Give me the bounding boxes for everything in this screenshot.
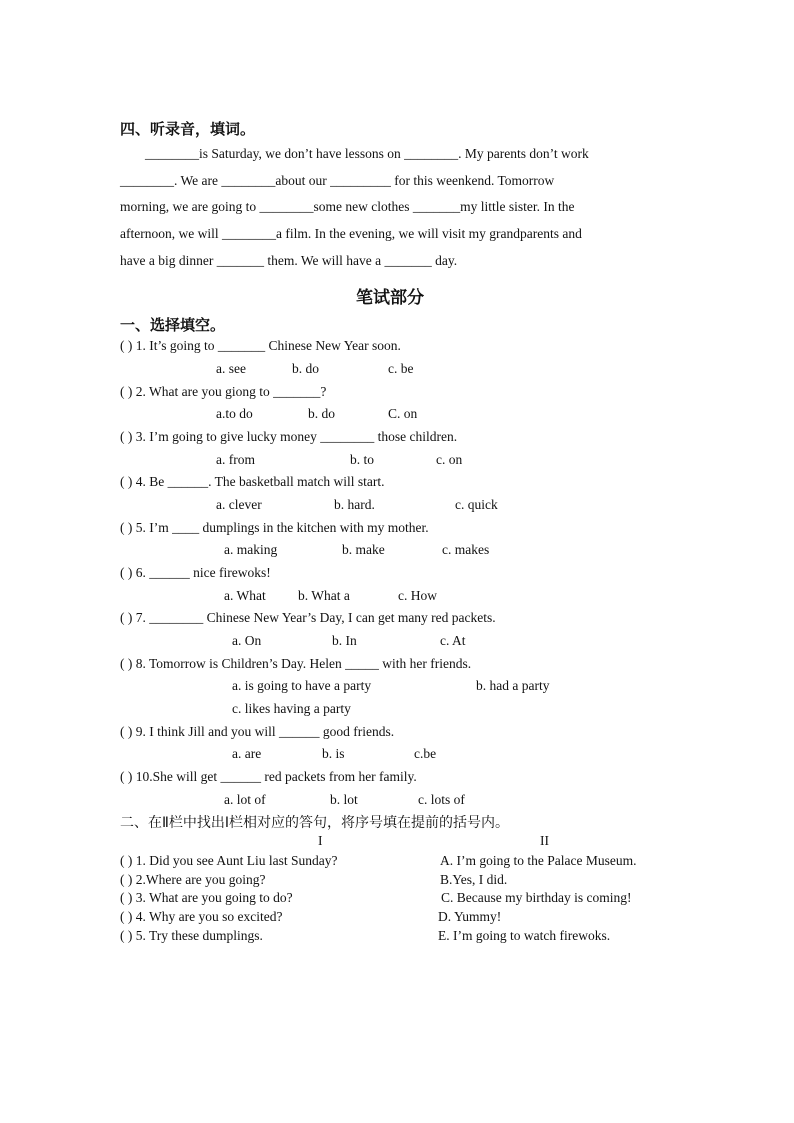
matching-question-1: ( ) 1. Did you see Aunt Liu last Sunday? — [120, 853, 338, 868]
question-5-stem: ( ) 5. I’m ____ dumplings in the kitchen with my mother. — [120, 520, 429, 535]
listening-line-5: have a big dinner _______ them. We will have a _______ day. — [120, 253, 458, 268]
matching-column-1-label: I — [318, 833, 323, 848]
written-section-title: 笔试部分 — [356, 288, 424, 308]
question-7-option-c: c. At — [440, 633, 466, 648]
matching-question-5: ( ) 5. Try these dumplings. — [120, 928, 263, 943]
question-4-stem: ( ) 4. Be ______. The basketball match will start. — [120, 474, 385, 489]
question-9-option-b: b. is — [322, 746, 345, 761]
question-9-stem: ( ) 9. I think Jill and you will ______ good friends. — [120, 724, 395, 739]
matching-question-3: ( ) 3. What are you going to do? — [120, 890, 293, 905]
question-10-option-b: b. lot — [330, 792, 358, 807]
question-8-stem: ( ) 8. Tomorrow is Children’s Day. Helen _____ with her friends. — [120, 656, 472, 671]
listening-line-3: morning, we are going to ________some new clothes _______my little sister. In the — [120, 199, 575, 214]
question-8-option-a: a. is going to have a party — [232, 678, 372, 693]
question-3-option-a: a. from — [216, 452, 255, 467]
matching-question-4: ( ) 4. Why are you so excited? — [120, 909, 283, 924]
question-2-option-c: C. on — [388, 406, 418, 421]
question-6-option-b: b. What a — [298, 588, 350, 603]
listening-heading: 四、听录音，填词。 — [120, 120, 256, 138]
question-8-option-c: c. likes having a party — [232, 701, 351, 716]
question-2-stem: ( ) 2. What are you giong to _______? — [120, 384, 327, 399]
matching-answer-d: D. Yummy! — [438, 909, 502, 924]
question-5-option-b: b. make — [342, 542, 385, 557]
question-9-option-c: c.be — [414, 746, 437, 761]
matching-question-2: ( ) 2.Where are you going? — [120, 872, 266, 887]
matching-column-2-label: II — [540, 833, 549, 848]
question-3-option-b: b. to — [350, 452, 375, 467]
question-6-option-c: c. How — [398, 588, 437, 603]
matching-answer-c: C. Because my birthday is coming! — [441, 890, 632, 905]
question-9-option-a: a. are — [232, 746, 262, 761]
question-2-option-b: b. do — [308, 406, 335, 421]
question-10-option-c: c. lots of — [418, 792, 465, 807]
question-4-option-b: b. hard. — [334, 497, 375, 512]
question-10-option-a: a. lot of — [224, 792, 266, 807]
listening-line-2: ________. We are ________about our _________ for this weenkend. Tomorrow — [120, 173, 555, 188]
question-10-stem: ( ) 10.She will get ______ red packets from her family. — [120, 769, 417, 784]
question-8-option-b: b. had a party — [476, 678, 550, 693]
matching-heading: 二、在Ⅱ栏中找出Ⅰ栏相对应的答句，将序号填在提前的括号内。 — [120, 815, 510, 831]
question-4-option-a: a. clever — [216, 497, 262, 512]
question-1-option-b: b. do — [292, 361, 319, 376]
matching-answer-b: B.Yes, I did. — [440, 872, 508, 887]
question-6-stem: ( ) 6. ______ nice firewoks! — [120, 565, 271, 580]
question-3-option-c: c. on — [436, 452, 463, 467]
question-7-option-a: a. On — [232, 633, 262, 648]
question-1-option-a: a. see — [216, 361, 246, 376]
question-5-option-c: c. makes — [442, 542, 490, 557]
listening-line-4: afternoon, we will ________a film. In the evening, we will visit my grandparents and — [120, 226, 582, 241]
question-4-option-c: c. quick — [455, 497, 498, 512]
question-5-option-a: a. making — [224, 542, 278, 557]
choice-heading: 一、选择填空。 — [120, 316, 226, 334]
question-1-stem: ( ) 1. It’s going to _______ Chinese New Year soon. — [120, 338, 401, 353]
question-3-stem: ( ) 3. I’m going to give lucky money ________ those children. — [120, 429, 458, 444]
question-7-stem: ( ) 7. ________ Chinese New Year’s Day, I can get many red packets. — [120, 610, 496, 625]
question-2-option-a: a.to do — [216, 406, 253, 421]
question-7-option-b: b. In — [332, 633, 357, 648]
question-6-option-a: a. What — [224, 588, 266, 603]
listening-line-1: ________is Saturday, we don’t have lessons on ________. My parents don’t work — [145, 146, 589, 161]
question-1-option-c: c. be — [388, 361, 414, 376]
matching-answer-a: A. I’m going to the Palace Museum. — [440, 853, 637, 868]
matching-answer-e: E. I’m going to watch firewoks. — [438, 928, 611, 943]
